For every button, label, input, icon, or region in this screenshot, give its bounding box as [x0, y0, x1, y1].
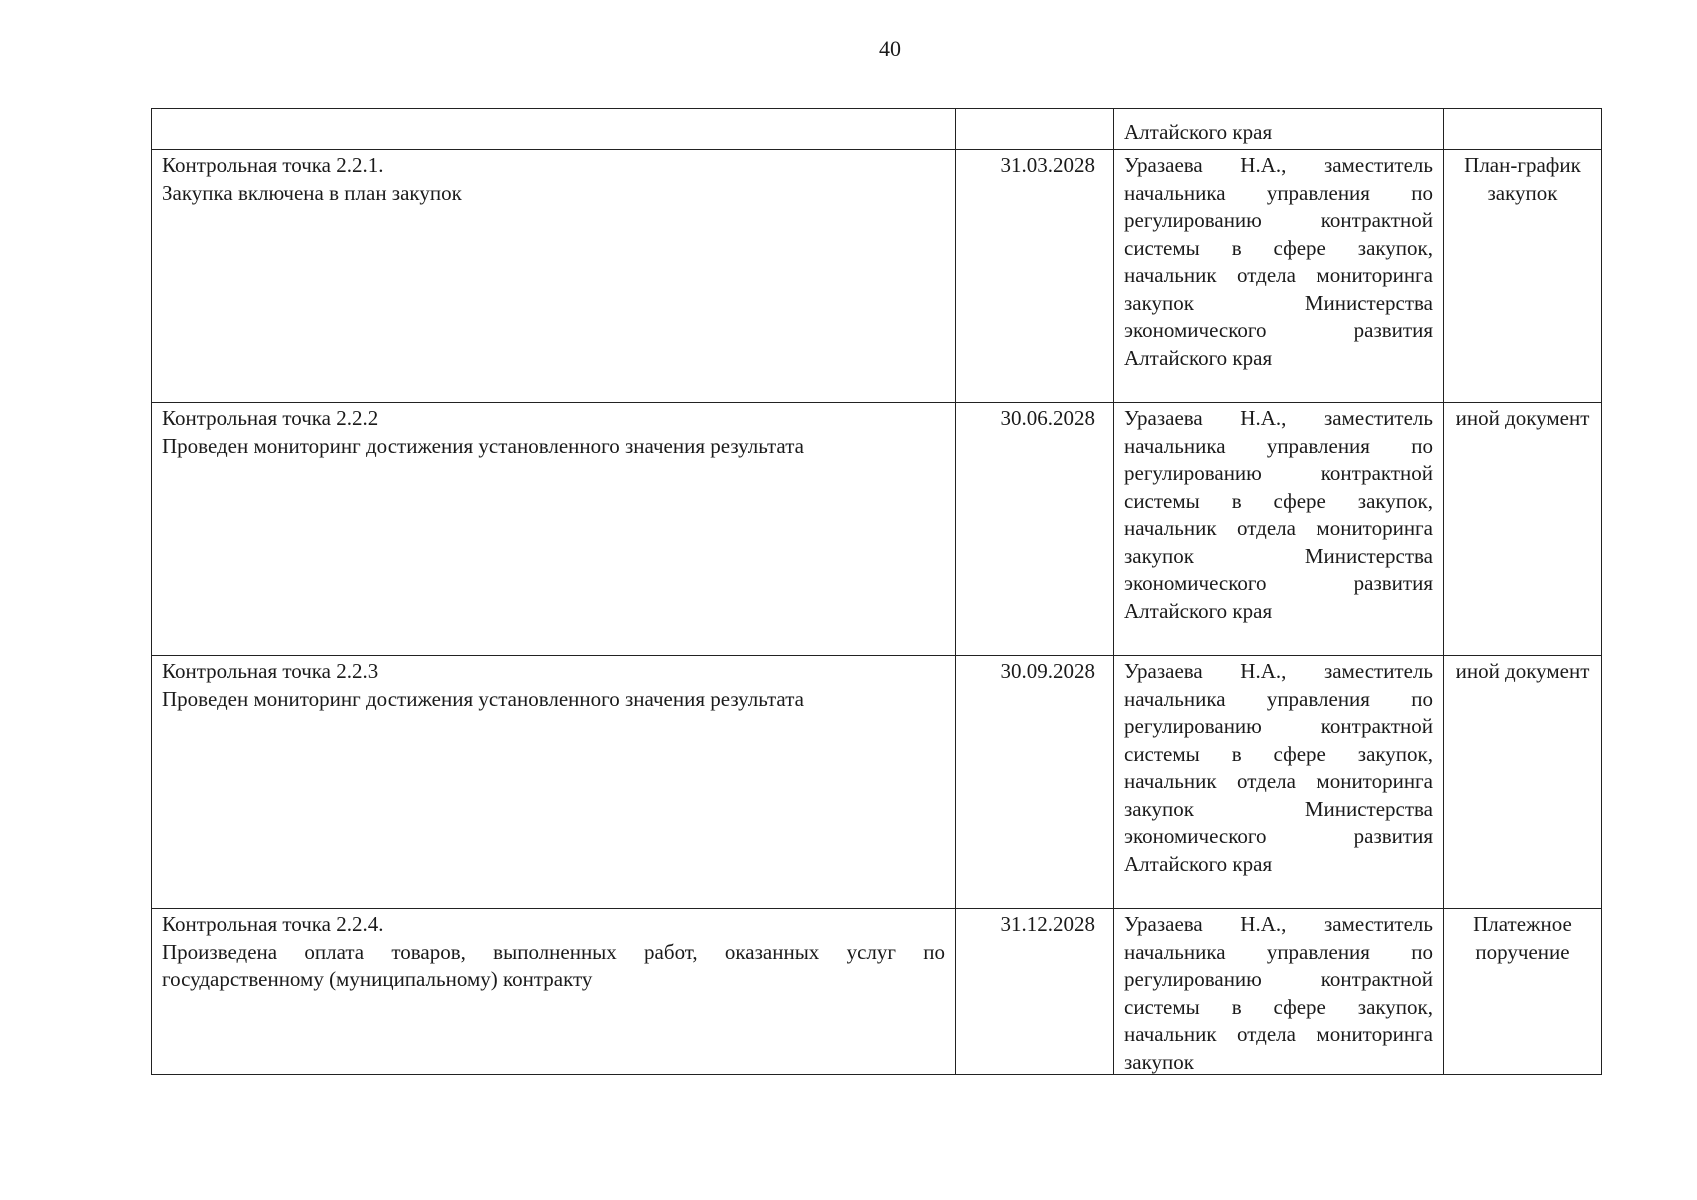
cell-document: План-график закупок	[1444, 150, 1602, 403]
control-point-title: Контрольная точка 2.2.4.	[162, 912, 384, 936]
cell-title	[152, 109, 956, 150]
control-point-title: Контрольная точка 2.2.1.	[162, 153, 384, 177]
control-point-description: Закупка включена в план закупок	[162, 180, 462, 205]
table-row	[152, 150, 1602, 403]
cell-title	[152, 656, 956, 909]
page-number: 40	[879, 36, 901, 61]
control-point-description: Проведен мониторинг достижения установленного значения результата	[162, 686, 804, 711]
table-row	[152, 656, 1602, 909]
table-row	[152, 909, 1602, 1075]
cell-document: иной документ	[1444, 403, 1602, 656]
control-point-description: Произведена оплата товаров, выполненных работ, оказанных услуг по государственному (муниципальному) контракту	[162, 939, 945, 991]
cell-responsible: Уразаева Н.А., заместитель начальника управления по регулированию контрактной системы в сфере закупок, начальник отдела мониторинга закупок Министерства экономического развития Алтайского края	[1114, 150, 1444, 403]
control-point-description: Проведен мониторинг достижения установленного значения результата	[162, 433, 804, 458]
cell-title	[152, 150, 956, 403]
cell-title	[152, 909, 956, 1075]
cell-date	[956, 109, 1114, 150]
cell-document	[1444, 109, 1602, 150]
cell-title	[152, 403, 956, 656]
table-row	[152, 403, 1602, 656]
control-point-title: Контрольная точка 2.2.2	[162, 406, 379, 430]
cell-responsible: Уразаева Н.А., заместитель начальника управления по регулированию контрактной системы в сфере закупок, начальник отдела мониторинга закупок Министерства экономического развития Алтайского края	[1114, 656, 1444, 909]
responsible-text: Уразаева Н.А., заместитель начальника управления по регулированию контрактной системы в сфере закупок, начальник отдела мониторинга закупок	[1124, 912, 1433, 1074]
cell-date: 30.06.2028	[956, 403, 1114, 656]
cell-document: Платежное поручение	[1444, 909, 1602, 1075]
table-row	[152, 109, 1602, 150]
cell-date: 30.09.2028	[956, 656, 1114, 909]
control-points-table	[151, 108, 1602, 1075]
cell-responsible: Алтайского края	[1114, 109, 1444, 150]
cell-responsible: Уразаева Н.А., заместитель начальника управления по регулированию контрактной системы в сфере закупок, начальник отдела мониторинга закупок Министерства экономического развития Алтайского края	[1114, 403, 1444, 656]
cell-responsible	[1114, 909, 1444, 1075]
control-point-title: Контрольная точка 2.2.3	[162, 659, 379, 683]
cell-date: 31.12.2028	[956, 909, 1114, 1075]
cell-document: иной документ	[1444, 656, 1602, 909]
cell-date: 31.03.2028	[956, 150, 1114, 403]
